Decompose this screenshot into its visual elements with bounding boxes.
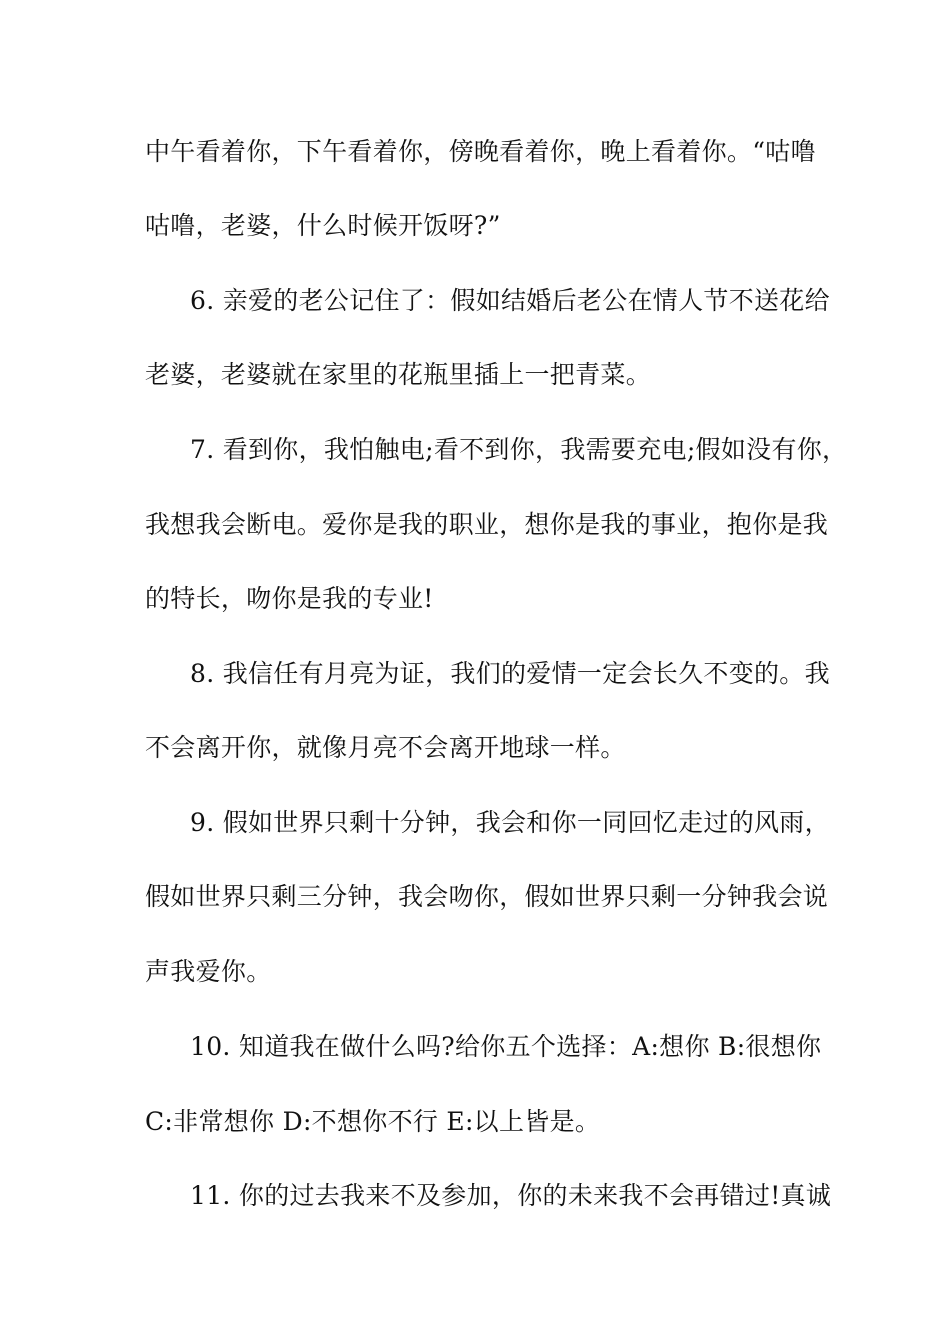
text-line: 11. 你的过去我来不及参加，你的未来我不会再错过!真诚 [190,1181,832,1210]
text-line: 的特长，吻你是我的专业! [145,584,434,613]
text-line: 6. 亲爱的老公记住了：假如结婚后老公在情人节不送花给 [190,286,830,315]
text-line: 9. 假如世界只剩十分钟，我会和你一同回忆走过的风雨， [190,808,830,837]
text-line: 8. 我信任有月亮为证，我们的爱情一定会长久不变的。我 [190,659,830,688]
text-line: 7. 看到你，我怕触电;看不到你，我需要充电;假如没有你， [190,435,848,464]
text-line: 咕噜，老婆，什么时候开饭呀?” [145,211,501,240]
text-line: 不会离开你，就像月亮不会离开地球一样。 [145,733,626,762]
text-line: 假如世界只剩三分钟，我会吻你，假如世界只剩一分钟我会说 [145,882,829,911]
text-line: 我想我会断电。爱你是我的职业，想你是我的事业，抱你是我 [145,510,829,539]
text-line: C:非常想你 D:不想你不行 E:以上皆是。 [145,1107,601,1136]
text-line: 老婆，老婆就在家里的花瓶里插上一把青菜。 [145,360,652,389]
text-line: 10. 知道我在做什么吗?给你五个选择：A:想你 B:很想你 [190,1032,822,1061]
text-line: 中午看着你，下午看着你，傍晚看着你，晚上看着你。“咕噜 [145,137,816,166]
text-line: 声我爱你。 [145,957,272,986]
